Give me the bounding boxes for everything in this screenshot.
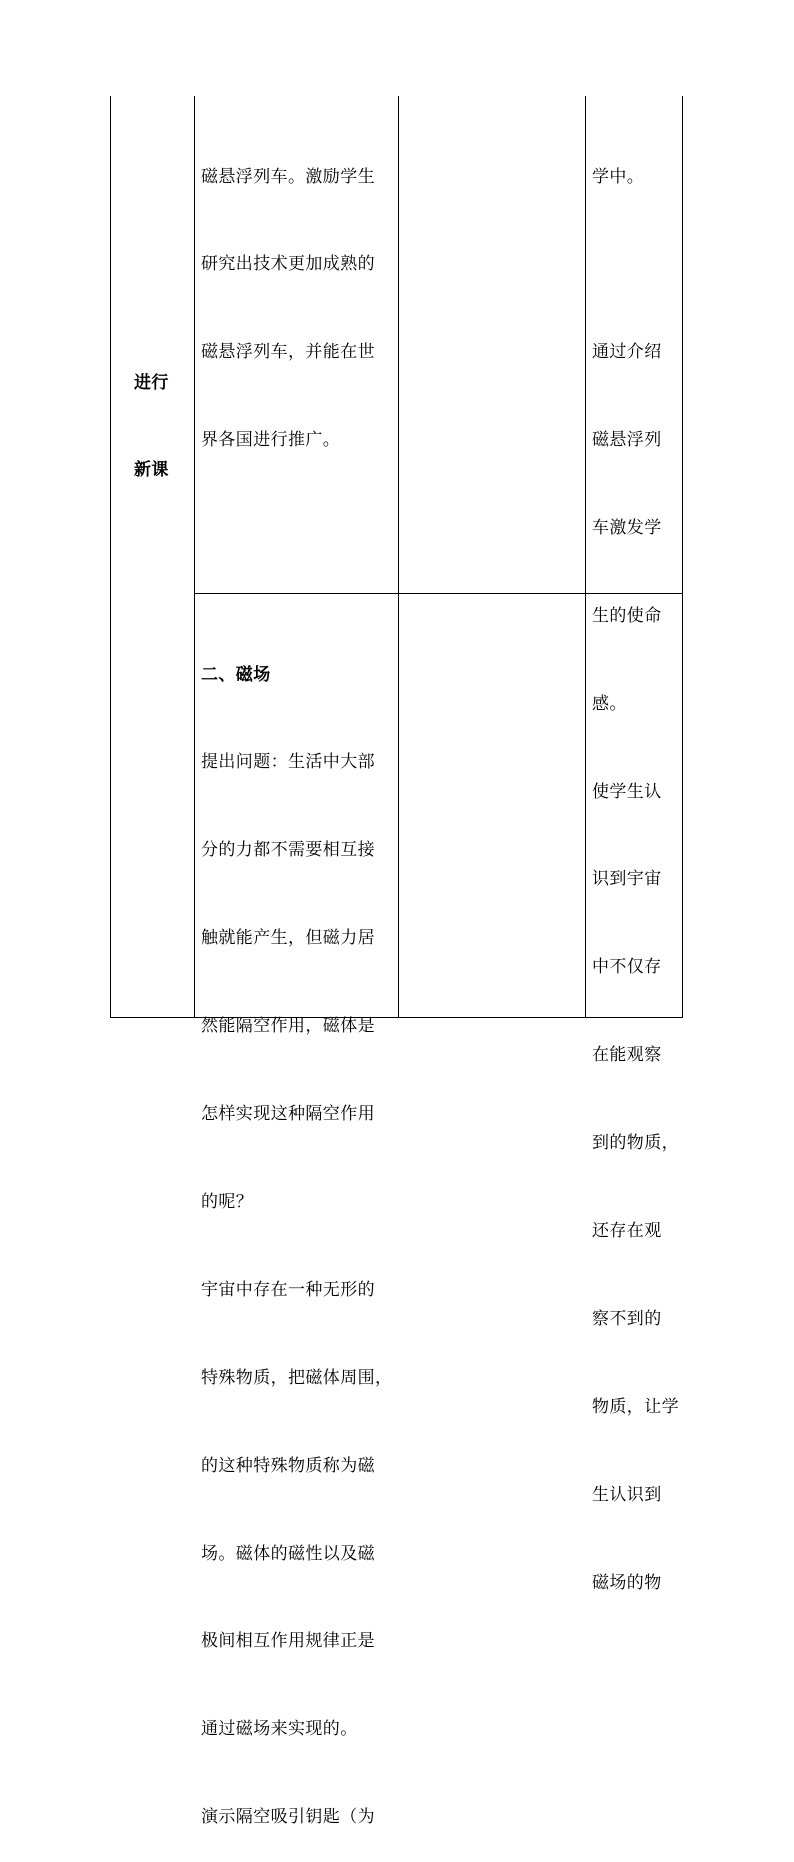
- row2-intent-line: 中不仅存: [592, 957, 662, 978]
- stage-label-line-1: 进行: [134, 372, 169, 393]
- row1-content: [201, 104, 375, 485]
- row1-content-line: 磁悬浮列车，并能在世: [201, 342, 375, 363]
- row2-intent-line: 到的物质，: [592, 1133, 679, 1154]
- row1-intent-line: 车激发学: [592, 518, 662, 539]
- row2-intent-line: 磁场的物: [592, 1572, 662, 1593]
- row1-intent-line: 通过介绍: [592, 342, 662, 363]
- row2-intent-line: 还存在观: [592, 1221, 662, 1242]
- row2-content-line: 的这种特殊物质称为磁: [201, 1455, 375, 1476]
- row2-intent-line: 识到宇宙: [592, 869, 662, 890]
- row2-heading: 二、磁场: [201, 664, 271, 685]
- row1-intent-line: 学中。: [592, 166, 645, 187]
- table-border-right: [682, 96, 683, 1018]
- row2-content-line: 通过磁场来实现的。: [201, 1719, 358, 1740]
- row2-content-line: 的呢？: [201, 1191, 254, 1212]
- table-divider-3: [585, 96, 586, 1018]
- row1-intent-spacer: [592, 250, 662, 279]
- row2-content-line: 极间相互作用规律正是: [201, 1631, 375, 1652]
- row1-content-line: 界各国进行推广。: [201, 430, 341, 451]
- stage-label: [134, 310, 169, 515]
- row2-content: [201, 602, 392, 1862]
- row2-content-line: 然能隔空作用，磁体是: [201, 1016, 375, 1037]
- row1-intent-line: 感。: [592, 693, 627, 714]
- row2-content-line: 提出问题：生活中大部: [201, 752, 375, 773]
- row1-intent-line: 磁悬浮列: [592, 430, 662, 451]
- row2-content-line: 特殊物质，把磁体周围，: [201, 1367, 393, 1388]
- row2-content-line: 怎样实现这种隔空作用: [201, 1104, 375, 1125]
- row1-intent-line: 生的使命: [592, 606, 662, 627]
- row2-intent: [592, 719, 679, 1627]
- row2-intent-line: 生认识到: [592, 1484, 662, 1505]
- row2-intent-line: 察不到的: [592, 1308, 662, 1329]
- row2-content-line: 场。磁体的磁性以及磁: [201, 1543, 375, 1564]
- row1-content-line: 研究出技术更加成熟的: [201, 254, 375, 275]
- row2-intent-line: 使学生认: [592, 781, 662, 802]
- table-border-left: [110, 96, 111, 1018]
- row2-content-line: 演示隔空吸引钥匙（为: [201, 1807, 375, 1828]
- table-divider-1: [194, 96, 195, 1018]
- row2-intent-line: 物质，让学: [592, 1396, 679, 1417]
- table-divider-2: [398, 96, 399, 1018]
- row2-content-line: 触就能产生，但磁力居: [201, 928, 375, 949]
- row2-intent-line: 在能观察: [592, 1045, 662, 1066]
- stage-label-line-2: 新课: [134, 460, 169, 481]
- row1-intent: [592, 104, 662, 749]
- row2-content-line: 分的力都不需要相互接: [201, 840, 375, 861]
- row2-content-line: 宇宙中存在一种无形的: [201, 1279, 375, 1300]
- row1-content-line: 磁悬浮列车。激励学生: [201, 166, 375, 187]
